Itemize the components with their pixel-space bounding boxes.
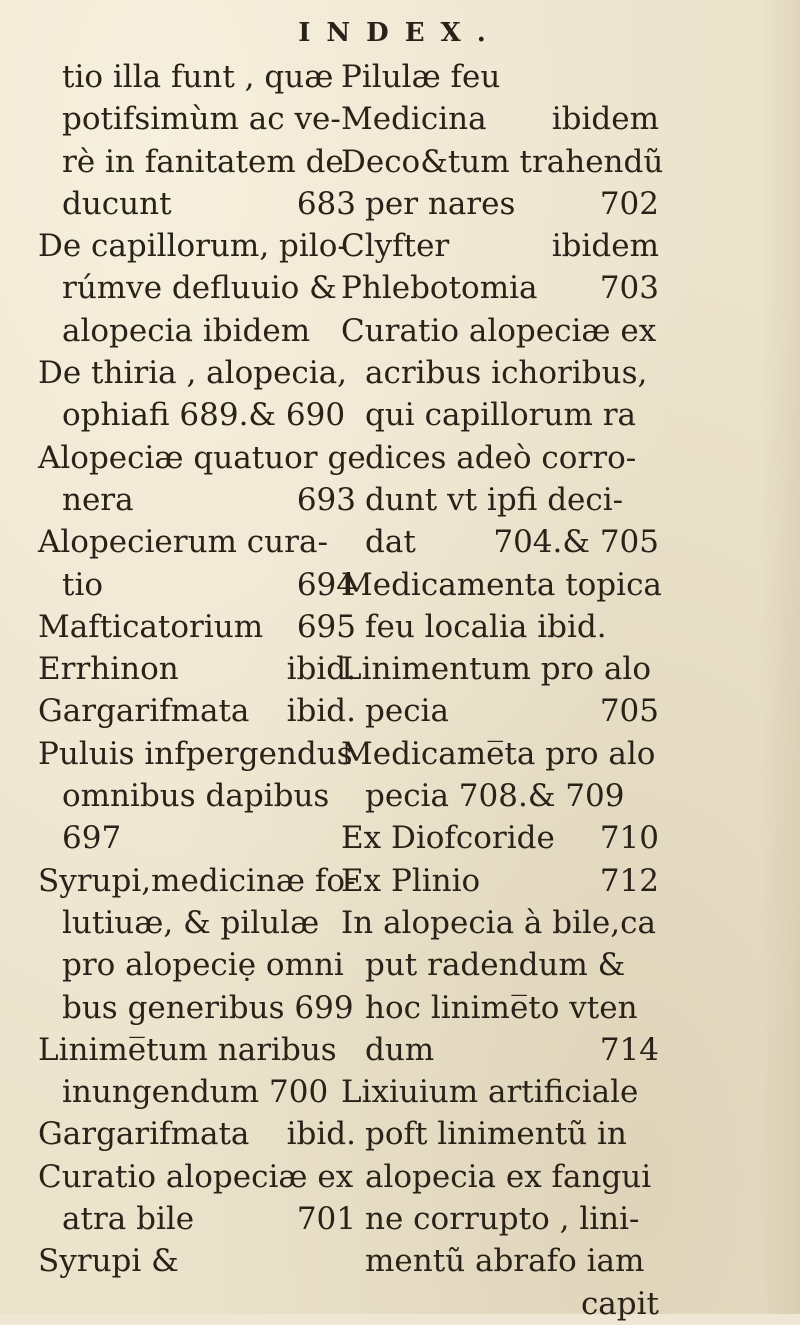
index-entry-text: alopecia ex fangui [365, 1158, 652, 1195]
index-entry [341, 648, 659, 690]
index-entry [341, 521, 659, 563]
index-entry [38, 352, 356, 394]
index-entry [38, 775, 356, 817]
index-entry [341, 394, 659, 436]
index-entry [341, 1240, 659, 1282]
index-entry-text: ducunt [62, 185, 172, 222]
index-entry-text: atra bile [62, 1201, 195, 1238]
index-entry [38, 521, 356, 563]
index-entry [341, 352, 659, 394]
index-entry [341, 479, 659, 521]
index-entry [38, 310, 356, 352]
index-entry [341, 817, 659, 859]
index-entry-page: 695 [296, 608, 356, 645]
index-entry [341, 98, 659, 140]
index-entry [38, 1156, 356, 1198]
index-entry [38, 817, 356, 859]
index-entry-text: Puluis infpergendus [38, 735, 353, 772]
index-entry [38, 479, 356, 521]
index-entry [341, 1029, 659, 1071]
index-entry [341, 1283, 659, 1325]
index-entry [341, 1198, 659, 1240]
index-entry-text: Medicina [341, 101, 487, 138]
index-entry-text: tio [62, 566, 104, 603]
index-entry-text: Gargarifmata [38, 1116, 250, 1153]
index-entry [38, 902, 356, 944]
index-entry-text: nera [62, 481, 134, 518]
index-entry-text: Ex Plinio [341, 862, 481, 899]
index-entry-text: Alopecierum cura- [38, 524, 328, 561]
index-entry-text: Linimentum pro alo [341, 651, 651, 688]
index-entry [341, 267, 659, 309]
index-entry-text: lutiuæ, & pilulæ [62, 904, 320, 941]
index-entry-text: potifsimùm ac ve- [62, 101, 341, 138]
index-column-left [38, 56, 366, 1283]
index-entry [341, 860, 659, 902]
index-entry-page: 701 [296, 1201, 356, 1238]
index-entry-text: tio illa funt , quæ [62, 59, 334, 95]
index-entry-text: alopecia ibidem [62, 312, 311, 349]
index-entry-text: per nares [365, 185, 516, 222]
index-entry-page: 702 [599, 185, 659, 222]
index-entry-text: mentũ abrafo iam [365, 1243, 645, 1280]
index-entry-text: Mafticatorium [38, 608, 264, 645]
index-entry [38, 225, 356, 267]
index-entry-text: dunt vt ipfi deci- [365, 481, 624, 518]
index-entry-text: pecia 708.& 709 [365, 778, 625, 815]
index-entry-text: Syrupi & [38, 1243, 179, 1280]
index-entry-page: 714 [599, 1031, 659, 1068]
index-entry [341, 902, 659, 944]
index-entry [38, 733, 356, 775]
index-entry-text: dum [365, 1031, 435, 1068]
index-entry-text: pro alopeciẹ omni [62, 947, 344, 984]
index-entry-text: ophiafi 689.& 690 [62, 397, 346, 434]
index-entry-text: rúmve defluuio & [62, 270, 337, 307]
index-entry-text: Phlebotomia [341, 270, 538, 307]
index-entry-text: pecia [365, 693, 449, 730]
index-entry [38, 56, 356, 98]
index-entry-text: acribus ichoribus, [365, 355, 648, 392]
index-entry [38, 267, 356, 309]
index-entry [341, 564, 662, 606]
index-entry-text: Pilulæ feu [341, 59, 501, 95]
index-entry-text: feu localia ibid. [365, 608, 607, 645]
page-edge-shadow [760, 0, 800, 1314]
index-entry [38, 98, 356, 140]
index-entry-text: Alopeciæ quatuor ge [38, 439, 366, 476]
index-entry [341, 56, 659, 98]
index-entry [38, 1071, 356, 1113]
index-entry [38, 437, 366, 479]
index-entry-text: hoc linime̅to vten [365, 989, 638, 1026]
index-entry-page: ibid. [286, 693, 356, 730]
index-entry-page: ibidem [551, 228, 659, 265]
index-entry-page: 683 [296, 185, 356, 222]
index-entry-page: ibid. [286, 651, 356, 688]
index-entry-text: Clyfter [341, 228, 450, 265]
index-entry-text: put radendum & [365, 947, 626, 984]
index-column-right [341, 56, 664, 1325]
index-entry-page: ibid. [286, 1116, 356, 1153]
index-entry [38, 394, 356, 436]
index-entry [341, 987, 659, 1029]
index-entry-text: Medicamenta topica [341, 566, 662, 603]
index-entry-text: poft linimentũ in [365, 1116, 627, 1153]
index-entry [341, 1113, 659, 1155]
index-entry-text: Curatio alopeciæ ex [341, 312, 657, 349]
index-entry-text: Lixiuium artificiale [341, 1074, 639, 1111]
index-entry-text: capit [580, 1285, 659, 1322]
index-entry-page: 693 [296, 481, 356, 518]
index-entry-text: qui capillorum ra [365, 397, 637, 434]
index-entry [38, 1240, 356, 1282]
index-entry [341, 437, 659, 479]
index-entry-page: ibidem [551, 101, 659, 138]
index-entry-text: Ex Diofcoride [341, 820, 555, 857]
index-entry [341, 141, 664, 183]
index-entry-text: 697 [62, 820, 122, 857]
index-entry [341, 183, 659, 225]
index-entry [38, 141, 356, 183]
index-entry-text: dices adeò corro- [365, 439, 637, 476]
index-entry [38, 648, 356, 690]
index-entry-page: 703 [599, 270, 659, 307]
index-entry [341, 225, 659, 267]
index-entry-text: Gargarifmata [38, 693, 250, 730]
page-header: INDEX. [298, 18, 502, 48]
index-entry-text: Curatio alopeciæ ex [38, 1158, 354, 1195]
index-entry-text: rè in fanitatem de [62, 143, 344, 180]
index-entry [38, 183, 356, 225]
index-entry [341, 606, 659, 648]
index-entry [38, 1113, 356, 1155]
index-entry-text: De thiria , alopecia, [38, 355, 348, 392]
index-entry-page: 710 [599, 820, 659, 857]
index-entry-page: 712 [599, 862, 659, 899]
index-entry [38, 1029, 356, 1071]
index-entry [38, 564, 356, 606]
index-entry [341, 733, 659, 775]
index-entry-page: 694 [296, 566, 356, 603]
index-entry-text: omnibus dapibus [62, 778, 330, 815]
index-entry [341, 775, 659, 817]
index-entry-text: Linime̅tum naribus [38, 1031, 337, 1068]
index-entry [341, 1071, 659, 1113]
index-entry [38, 690, 356, 732]
index-entry-text: dat [365, 524, 416, 561]
index-entry [38, 860, 356, 902]
index-entry-text: De capillorum, pilo- [38, 228, 348, 265]
index-entry [38, 944, 356, 986]
index-entry-text: inungendum 700 [62, 1074, 329, 1111]
index-entry [38, 1198, 356, 1240]
index-entry [341, 1156, 659, 1198]
index-entry [38, 987, 356, 1029]
index-entry-text: Deco&tum trahendũ [341, 143, 664, 180]
index-entry-text: Syrupi,medicinæ fo- [38, 862, 356, 899]
index-entry-text: Medicame̅ta pro alo [341, 735, 656, 772]
index-entry [341, 944, 659, 986]
index-entry [341, 690, 659, 732]
index-entry-page: 705 [599, 693, 659, 730]
index-entry-text: ne corrupto , lini- [365, 1201, 640, 1238]
index-entry-text: In alopecia à bile,ca [341, 904, 656, 941]
index-entry [341, 310, 659, 352]
index-entry-text: bus generibus 699 [62, 989, 354, 1026]
index-entry-text: Errhinon [38, 651, 179, 688]
index-entry [38, 606, 356, 648]
index-entry-page: 704.& 705 [493, 524, 659, 561]
